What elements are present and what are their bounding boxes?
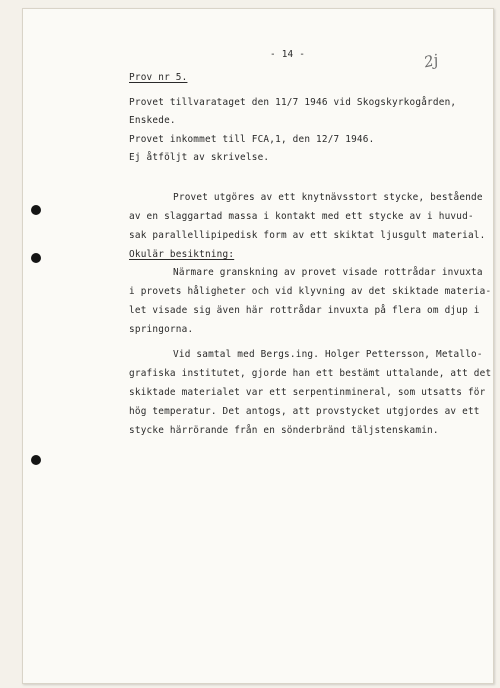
document-heading: Prov nr 5. <box>129 72 188 83</box>
paragraph-line: i provets håligheter och vid klyvning av det skiktade materia- <box>129 286 492 297</box>
paragraph-line: Provet utgöres av ett knytnävsstort stycke, bestående <box>173 192 483 203</box>
paragraph-line: grafiska institutet, gjorde han ett bestämt uttalande, att det <box>129 368 492 379</box>
punch-hole-top <box>31 205 41 215</box>
punch-hole-middle <box>31 253 41 263</box>
handwritten-page-mark: 2j <box>422 50 440 72</box>
paragraph-line: springorna. <box>129 324 194 335</box>
paragraph-line: sak parallellipipedisk form av ett skiktat ljusgult material. <box>129 230 486 241</box>
header-line: Ej åtföljt av skrivelse. <box>129 152 270 163</box>
page-number: - 14 - <box>270 49 306 60</box>
paragraph-line: stycke härrörande från en sönderbränd täljstenskamin. <box>129 425 439 436</box>
paragraph-line: Närmare granskning av provet visade rottrådar invuxta <box>173 267 483 278</box>
section-heading: Okulär besiktning: <box>129 249 235 260</box>
paragraph-line: hög temperatur. Det antogs, att provstycket utgjordes av ett <box>129 406 480 417</box>
header-line: Enskede. <box>129 115 176 126</box>
document-page <box>22 8 494 684</box>
paragraph-line: av en slaggartad massa i kontakt med ett stycke av i huvud- <box>129 211 474 222</box>
header-line: Provet inkommet till FCA,1, den 12/7 1946. <box>129 134 375 145</box>
punch-hole-bottom <box>31 455 41 465</box>
header-line: Provet tillvarataget den 11/7 1946 vid Skogskyrkogården, <box>129 97 457 108</box>
paragraph-line: let visade sig även här rottrådar invuxta på flera om djup i <box>129 305 480 316</box>
paragraph-line: skiktade materialet var ett serpentinmineral, som utsatts för <box>129 387 486 398</box>
paragraph-line: Vid samtal med Bergs.ing. Holger Pettersson, Metallo- <box>173 349 483 360</box>
